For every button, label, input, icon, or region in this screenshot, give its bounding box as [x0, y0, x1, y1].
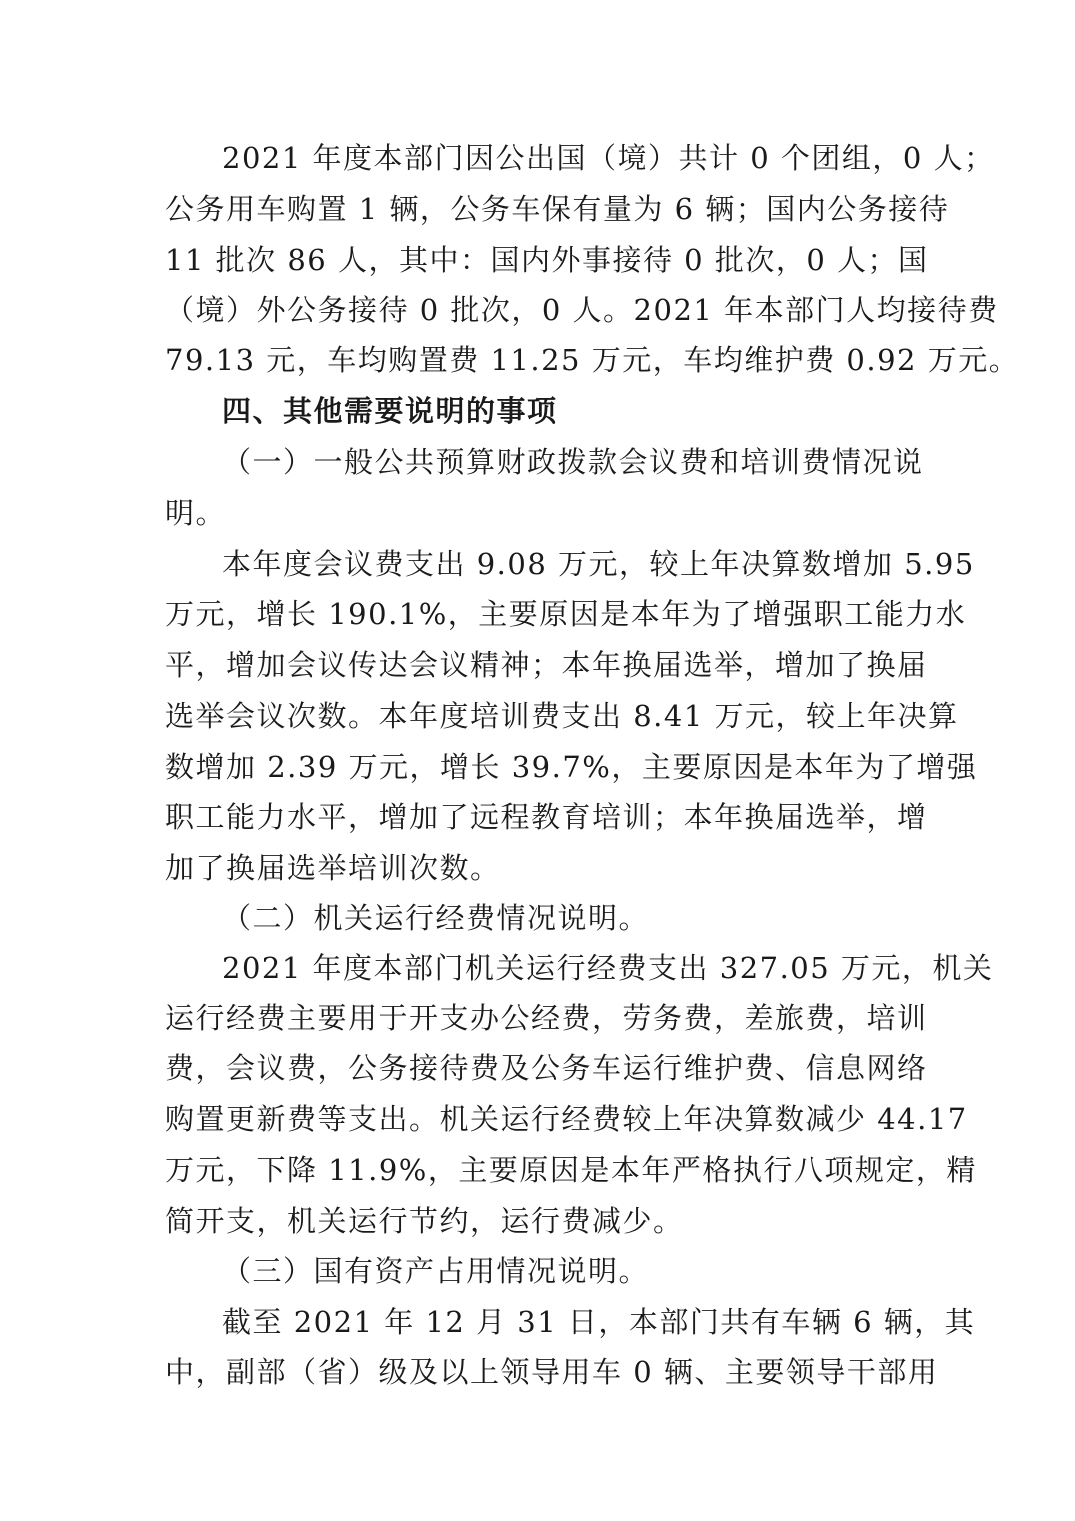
subsection-heading: （一）一般公共预算财政拨款会议费和培训费情况说: [222, 445, 924, 479]
paragraph-line: 选举会议次数。本年度培训费支出 8.41 万元，较上年决算: [165, 699, 959, 733]
paragraph-line: 万元，增长 190.1%，主要原因是本年为了增强职工能力水: [165, 597, 967, 631]
paragraph-line: 购置更新费等支出。机关运行经费较上年决算数减少 44.17: [165, 1102, 968, 1136]
paragraph-line: 简开支，机关运行节约，运行费减少。: [165, 1204, 684, 1238]
paragraph-line: 2021 年度本部门因公出国（境）共计 0 个团组，0 人；: [222, 141, 995, 175]
paragraph-line: 职工能力水平，增加了远程教育培训；本年换届选举，增: [165, 800, 928, 834]
subsection-heading-continued: 明。: [165, 496, 227, 530]
paragraph-line: 平，增加会议传达会议精神；本年换届选举，增加了换届: [165, 648, 928, 682]
paragraph-line: 本年度会议费支出 9.08 万元，较上年决算数增加 5.95: [222, 547, 975, 581]
paragraph-line: 2021 年度本部门机关运行经费支出 327.05 万元，机关: [222, 951, 994, 985]
paragraph-line: 截至 2021 年 12 月 31 日，本部门共有车辆 6 辆，其: [222, 1305, 976, 1339]
paragraph-line: 11 批次 86 人，其中：国内外事接待 0 批次，0 人；国: [165, 243, 929, 277]
paragraph-line: 运行经费主要用于开支办公经费，劳务费，差旅费，培训: [165, 1001, 928, 1035]
paragraph-line: 数增加 2.39 万元，增长 39.7%，主要原因是本年为了增强: [165, 750, 978, 784]
section-heading: 四、其他需要说明的事项: [222, 394, 558, 428]
paragraph-line: （境）外公务接待 0 批次，0 人。2021 年本部门人均接待费: [165, 293, 999, 327]
paragraph-line: 加了换届选举培训次数。: [165, 851, 501, 885]
paragraph-line: 万元，下降 11.9%，主要原因是本年严格执行八项规定，精: [165, 1153, 977, 1187]
subsection-heading: （三）国有资产占用情况说明。: [222, 1254, 650, 1288]
paragraph-line: 中，副部（省）级及以上领导用车 0 辆、主要领导干部用: [165, 1355, 939, 1389]
paragraph-line: 79.13 元，车均购置费 11.25 万元，车均维护费 0.92 万元。: [165, 343, 1020, 377]
paragraph-line: 公务用车购置 1 辆，公务车保有量为 6 辆；国内公务接待: [165, 192, 950, 226]
subsection-heading: （二）机关运行经费情况说明。: [222, 901, 650, 935]
paragraph-line: 费，会议费，公务接待费及公务车运行维护费、信息网络: [165, 1051, 928, 1085]
